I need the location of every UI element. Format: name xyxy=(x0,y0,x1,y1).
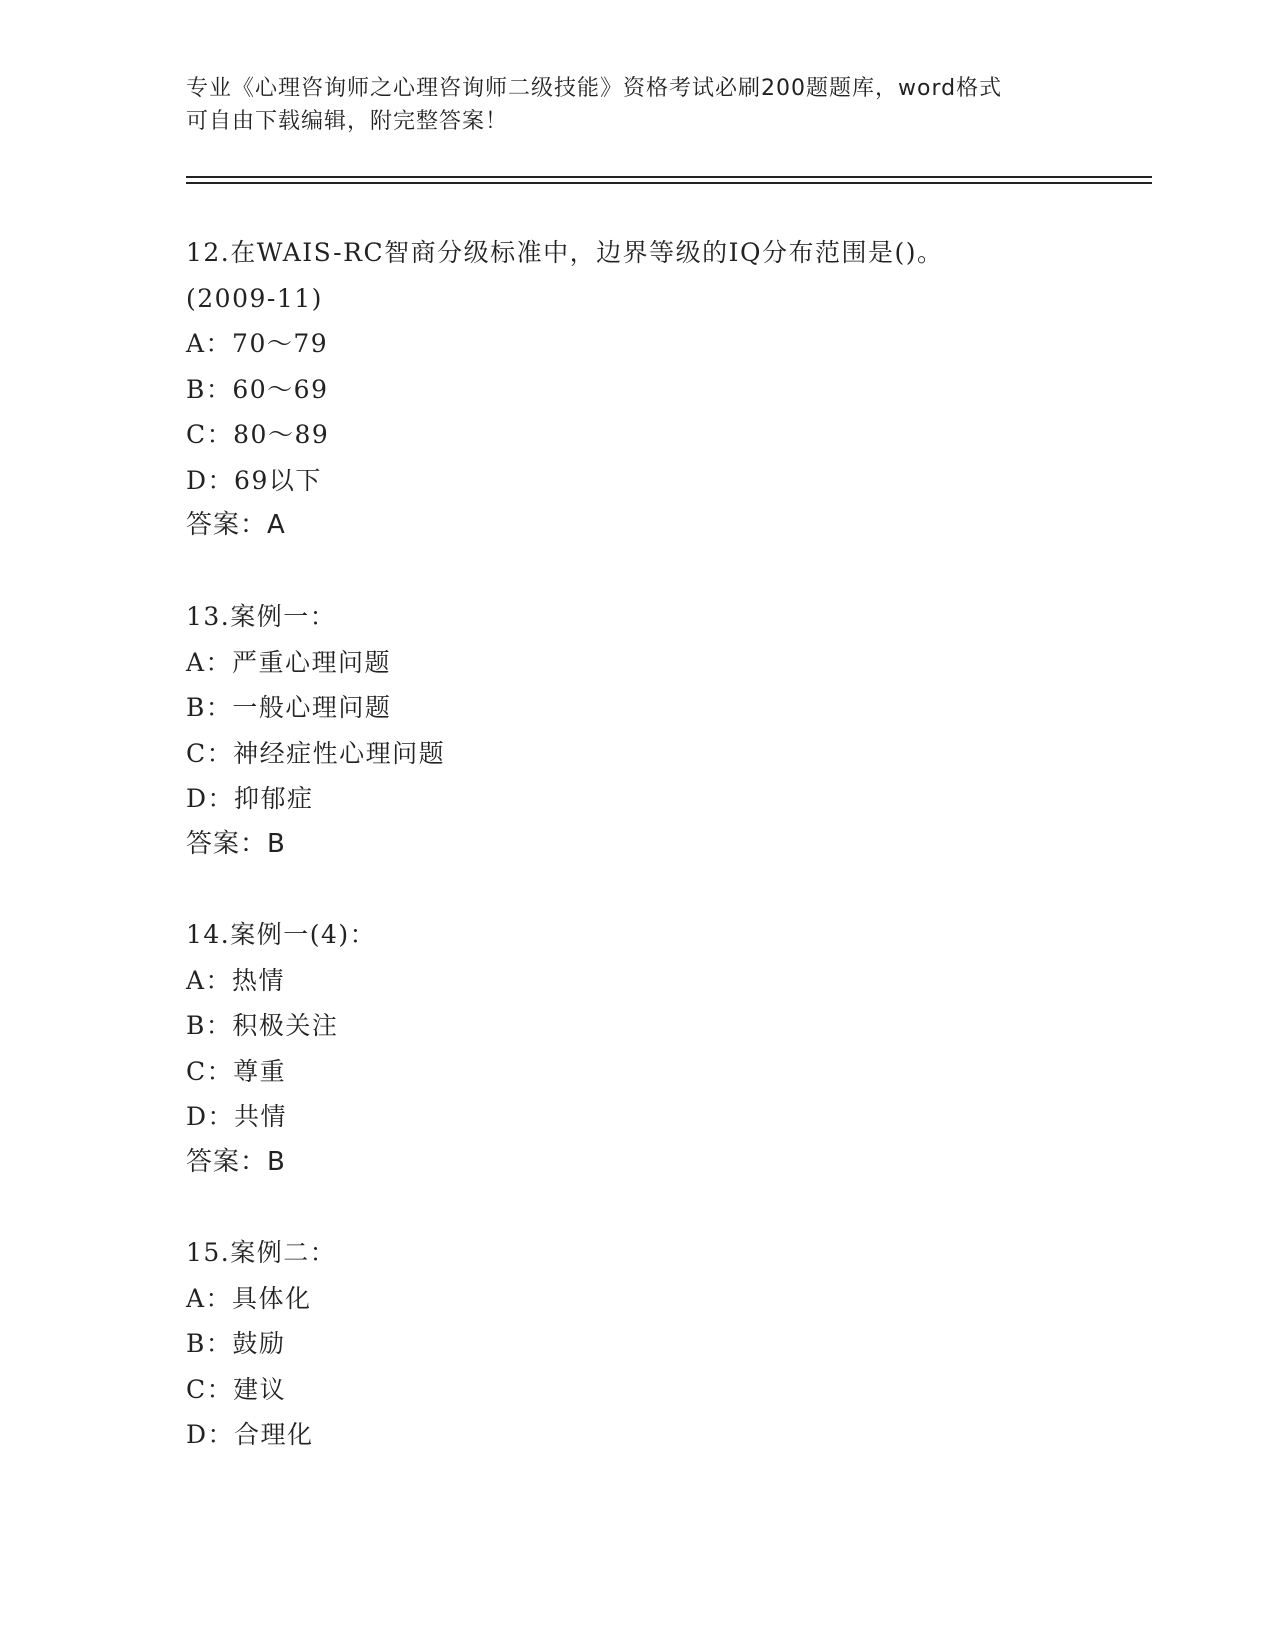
document-header xyxy=(186,72,1086,138)
option-d: D：抑郁症 xyxy=(186,784,314,813)
option-a: A：热情 xyxy=(186,965,286,995)
option-c: C：神经症性心理问题 xyxy=(186,738,446,768)
question-stem: 12.在WAIS-RC智商分级标准中，边界等级的IQ分布范围是()。 xyxy=(186,238,944,267)
question-stem-note: (2009-11) xyxy=(186,283,323,313)
question-14 xyxy=(186,912,1166,1185)
question-stem: 13.案例一： xyxy=(186,602,337,631)
option-d: D：合理化 xyxy=(186,1420,314,1449)
option-c: C：建议 xyxy=(186,1374,287,1404)
question-12 xyxy=(186,230,1166,549)
question-15 xyxy=(186,1230,1166,1458)
option-a: A：严重心理问题 xyxy=(186,647,392,677)
question-stem: 14.案例一(4)： xyxy=(186,920,377,949)
answer: 答案：A xyxy=(186,510,286,540)
option-c: C：80～89 xyxy=(186,420,330,449)
option-b: B：60～69 xyxy=(186,374,329,404)
header-title-line-2: 可自由下载编辑，附完整答案！ xyxy=(186,109,509,134)
answer: 答案：B xyxy=(186,1146,286,1177)
header-divider-bottom xyxy=(186,182,1152,184)
option-c: C：尊重 xyxy=(186,1056,287,1086)
option-b: B：鼓励 xyxy=(186,1329,286,1358)
question-stem: 15.案例二： xyxy=(186,1238,337,1267)
option-b: B：一般心理问题 xyxy=(186,693,392,722)
question-13 xyxy=(186,594,1166,867)
answer: 答案：B xyxy=(186,828,286,859)
header-title-line-1: 专业《心理咨询师之心理咨询师二级技能》资格考试必刷200题题库，word格式 xyxy=(186,76,1003,101)
option-a: A：具体化 xyxy=(186,1283,312,1313)
option-b: B：积极关注 xyxy=(186,1011,339,1040)
option-d: D：共情 xyxy=(186,1102,288,1131)
option-d: D：69以下 xyxy=(186,465,322,495)
header-divider-top xyxy=(186,176,1152,178)
option-a: A：70～79 xyxy=(186,329,329,358)
